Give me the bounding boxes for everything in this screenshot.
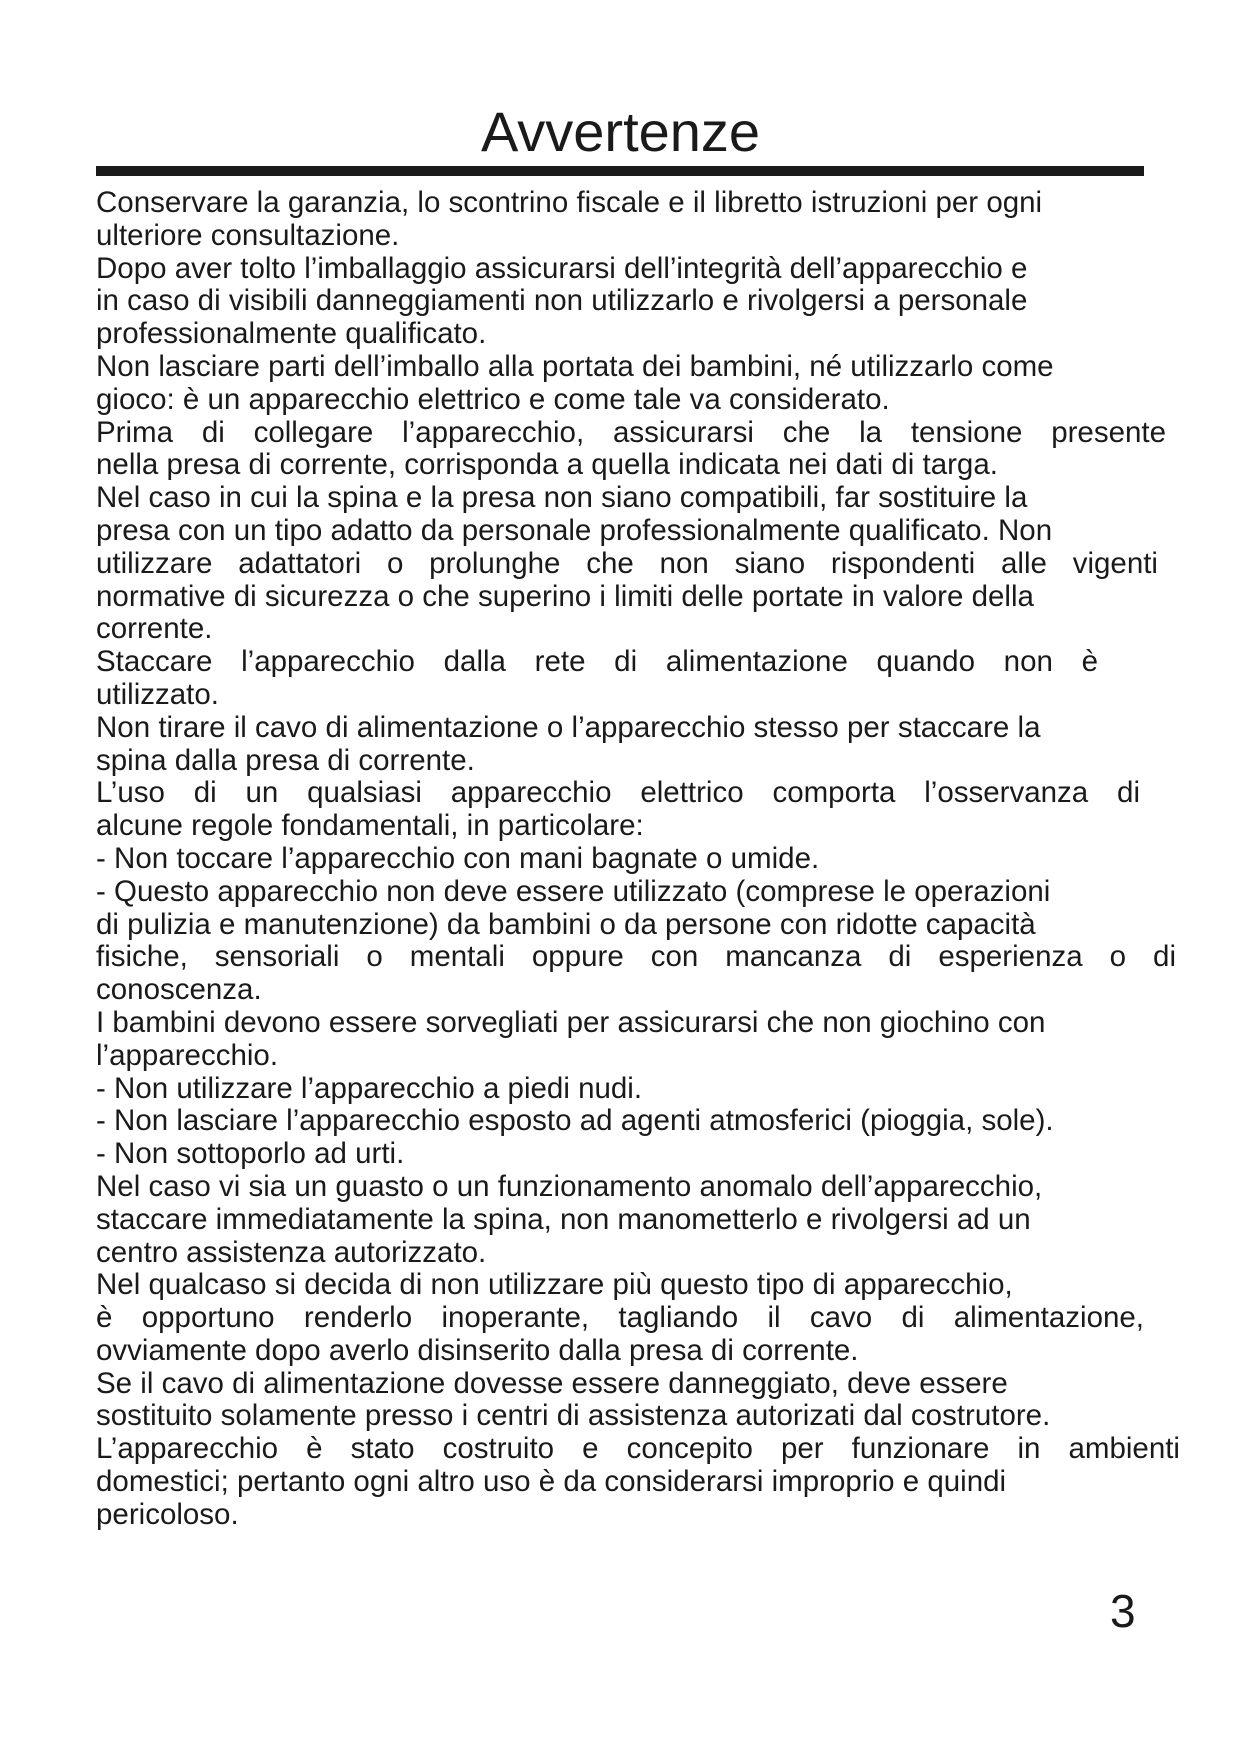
text-line: domestici; pertanto ogni altro uso è da considerarsi improprio e quindi <box>96 1465 1007 1499</box>
text-line: utilizzare adattatori o prolunghe che non siano rispondenti alle vigenti <box>96 546 1158 580</box>
text-line: di pulizia e manutenzione) da bambini o da persone con ridotte capacità <box>96 907 1036 941</box>
text-line: I bambini devono essere sorvegliati per assicurarsi che non giochino con <box>96 1005 1046 1039</box>
text-line: pericoloso. <box>96 1497 239 1531</box>
text-line: - Non utilizzare l’apparecchio a piedi nudi. <box>96 1071 643 1105</box>
text-line: corrente. <box>96 612 213 646</box>
text-line: - Non sottoporlo ad urti. <box>96 1137 405 1171</box>
text-line: Staccare l’apparecchio dalla rete di alimentazione quando non è <box>96 645 1098 679</box>
text-line: Nel qualcaso si decida di non utilizzare più questo tipo di apparecchio, <box>96 1268 1013 1302</box>
text-line: Dopo aver tolto l’imballaggio assicurarsi dell’integrità dell’apparecchio e <box>96 251 1028 285</box>
text-line: centro assistenza autorizzato. <box>96 1235 487 1269</box>
text-line: fisiche, sensoriali o mentali oppure con mancanza di esperienza o di <box>96 940 1176 974</box>
text-line: Prima di collegare l’apparecchio, assicurarsi che la tensione presente <box>96 415 1166 449</box>
text-line: Se il cavo di alimentazione dovesse essere danneggiato, deve essere <box>96 1366 1008 1400</box>
text-line: in caso di visibili danneggiamenti non utilizzarlo e rivolgersi a personale <box>96 284 1028 318</box>
text-line: Non tirare il cavo di alimentazione o l’apparecchio stesso per staccare la <box>96 710 1041 744</box>
text-line: nella presa di corrente, corrisponda a quella indicata nei dati di targa. <box>96 448 998 482</box>
text-line: ulteriore consultazione. <box>96 218 400 252</box>
text-line: - Non lasciare l’apparecchio esposto ad agenti atmosferici (pioggia, sole). <box>96 1104 1054 1138</box>
text-line: ovviamente dopo averlo disinserito dalla presa di corrente. <box>96 1333 859 1367</box>
text-line: L’uso di un qualsiasi apparecchio elettrico comporta l’osservanza di <box>96 776 1140 810</box>
text-line: Non lasciare parti dell’imballo alla portata dei bambini, né utilizzarlo come <box>96 349 1054 383</box>
text-line: Nel caso in cui la spina e la presa non siano compatibili, far sostituire la <box>96 481 1028 515</box>
text-line: l’apparecchio. <box>96 1038 279 1072</box>
page-number: 3 <box>1110 1585 1136 1637</box>
text-line: gioco: è un apparecchio elettrico e come tale va considerato. <box>96 382 890 416</box>
text-line: L’apparecchio è stato costruito e concepito per funzionare in ambienti <box>96 1432 1180 1466</box>
text-line: Nel caso vi sia un guasto o un funzionamento anomalo dell’apparecchio, <box>96 1169 1043 1203</box>
page-title: Avvertenze <box>480 100 761 163</box>
text-line: spina dalla presa di corrente. <box>96 743 475 777</box>
text-line: è opportuno renderlo inoperante, tagliando il cavo di alimentazione, <box>96 1301 1144 1335</box>
text-line: sostituito solamente presso i centri di assistenza autorizati dal costrutore. <box>96 1399 1051 1433</box>
text-line: - Questo apparecchio non deve essere utilizzato (comprese le operazioni <box>96 874 1051 908</box>
text-line: - Non toccare l’apparecchio con mani bagnate o umide. <box>96 841 820 875</box>
title-divider <box>96 166 1144 176</box>
text-line: conoscenza. <box>96 973 262 1007</box>
text-line: presa con un tipo adatto da personale professionalmente qualificato. Non <box>96 513 1053 547</box>
text-line: alcune regole fondamentali, in particolare: <box>96 809 644 843</box>
text-line: normative di sicurezza o che superino i limiti delle portate in valore della <box>96 579 1034 613</box>
text-line: staccare immediatamente la spina, non manometterlo e rivolgersi ad un <box>96 1202 1031 1236</box>
warnings-text <box>96 187 1188 1532</box>
text-line: Conservare la garanzia, lo scontrino fiscale e il libretto istruzioni per ogni <box>96 186 1043 219</box>
text-line: professionalmente qualificato. <box>96 317 487 351</box>
text-line: utilizzato. <box>96 677 219 711</box>
